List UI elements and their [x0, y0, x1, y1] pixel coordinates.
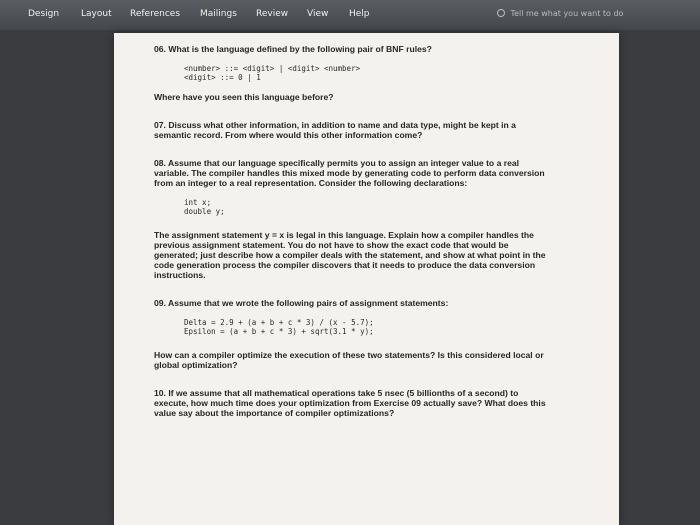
q06-followup: Where have you seen this language before?	[154, 92, 334, 102]
document-content	[154, 44, 550, 418]
q06-title: 06. What is the language defined by the following pair of BNF rules?	[154, 44, 432, 54]
tab-help[interactable]: Help	[349, 9, 370, 19]
q06-code-line-1: <number> ::= <digit> | <digit> <number>	[184, 64, 361, 73]
tab-layout[interactable]: Layout	[81, 9, 112, 19]
q07-text: 07. Discuss what other information, in addition to name and data type, might be kept in a semantic record. From where would this other information come?	[154, 120, 516, 140]
tab-view[interactable]: View	[307, 9, 329, 19]
q06-code-line-2: <digit> ::= 0 | 1	[184, 73, 261, 82]
question-08	[154, 158, 550, 280]
question-09	[154, 298, 550, 370]
question-10	[154, 388, 550, 418]
tab-references[interactable]: References	[130, 9, 181, 19]
tab-mailings[interactable]: Mailings	[200, 9, 237, 19]
search-icon	[497, 9, 505, 17]
q08-code-line-2: double y;	[184, 207, 225, 216]
q09-followup: How can a compiler optimize the execution of these two statements? Is this considered local or global optimization?	[154, 350, 544, 370]
q09-code-line-2: Epsilon = (a + b + c * 3) + sqrt(3.1 * y);	[184, 327, 374, 336]
ribbon-tab-bar	[0, 0, 700, 30]
question-07	[154, 120, 550, 140]
q08-code-line-1: int x;	[184, 198, 212, 207]
tab-design[interactable]: Design	[28, 9, 60, 19]
tab-review[interactable]: Review	[256, 9, 289, 19]
q08-text: 08. Assume that our language specifically permits you to assign an integer value to a real variable. The compiler handles this mixed mode by generating code to perform data conversion from an integer to a real representation. Consider the following declarations:	[154, 158, 545, 188]
q08-followup: The assignment statement y = x is legal in this language. Explain how a compiler handles the previous assignment statement. You do not have to show the exact code that would be generated; just describe how a compiler deals with the statement, and show at what point in the code generation process the compiler discovers that it needs to produce the data conversion instructions.	[154, 230, 546, 280]
q09-text: 09. Assume that we wrote the following pairs of assignment statements:	[154, 298, 449, 308]
question-06	[154, 44, 550, 102]
q09-code-line-1: Delta = 2.9 + (a + b + c * 3) / (x - 5.7);	[184, 318, 374, 327]
tell-me-search[interactable]	[497, 9, 623, 18]
q10-text: 10. If we assume that all mathematical operations take 5 nsec (5 billionths of a second) to execute, how much time does your optimization from Exercise 09 actually save? What does this value say about the importance of compiler optimizations?	[154, 388, 546, 418]
search-placeholder: Tell me what you want to do	[510, 9, 624, 18]
